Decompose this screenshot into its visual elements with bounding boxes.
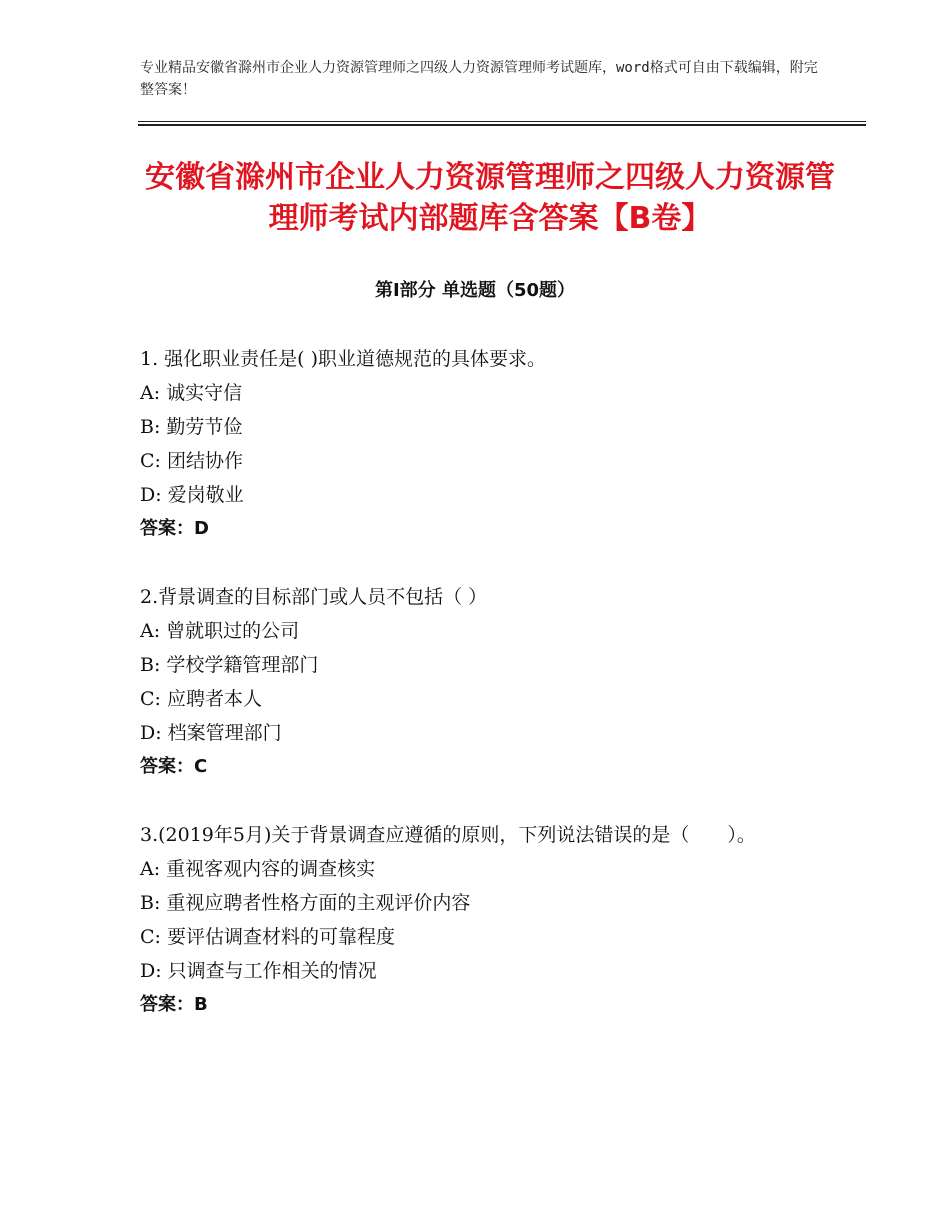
option-d: D: 只调查与工作相关的情况 (140, 960, 377, 982)
option-c: C: 团结协作 (140, 450, 243, 472)
question-list (140, 342, 820, 1056)
document-title: 安徽省滁州市企业人力资源管理师之四级人力资源管理师考试内部题库含答案【B卷】 (145, 160, 835, 236)
header-rule-thick (138, 124, 866, 126)
option-a: A: 曾就职过的公司 (140, 620, 300, 642)
question-1 (140, 342, 820, 546)
question-3 (140, 818, 820, 1022)
option-a: A: 重视客观内容的调查核实 (140, 858, 376, 880)
option-b: B: 学校学籍管理部门 (140, 654, 319, 676)
answer: 答案：D (140, 518, 209, 539)
question-2 (140, 580, 820, 784)
section-heading: 第Ⅰ部分 单选题（50题） (374, 280, 575, 301)
header-note: 专业精品安徽省滁州市企业人力资源管理师之四级人力资源管理师考试题库，word格式可自由下载编辑，附完整答案！ (140, 60, 818, 98)
option-d: D: 档案管理部门 (140, 722, 282, 744)
option-c: C: 要评估调查材料的可靠程度 (140, 926, 395, 948)
question-stem: 1. 强化职业责任是( )职业道德规范的具体要求。 (140, 348, 547, 370)
answer: 答案：B (140, 994, 208, 1015)
option-c: C: 应聘者本人 (140, 688, 262, 710)
option-d: D: 爱岗敬业 (140, 484, 244, 506)
option-b: B: 勤劳节俭 (140, 416, 243, 438)
option-b: B: 重视应聘者性格方面的主观评价内容 (140, 892, 471, 914)
question-stem: 3.(2019年5月)关于背景调查应遵循的原则，下列说法错误的是（ ）。 (140, 824, 756, 846)
header-rule-thin (138, 121, 866, 122)
option-a: A: 诚实守信 (140, 382, 243, 404)
answer: 答案：C (140, 756, 208, 777)
question-stem: 2.背景调查的目标部门或人员不包括（ ） (140, 586, 488, 608)
